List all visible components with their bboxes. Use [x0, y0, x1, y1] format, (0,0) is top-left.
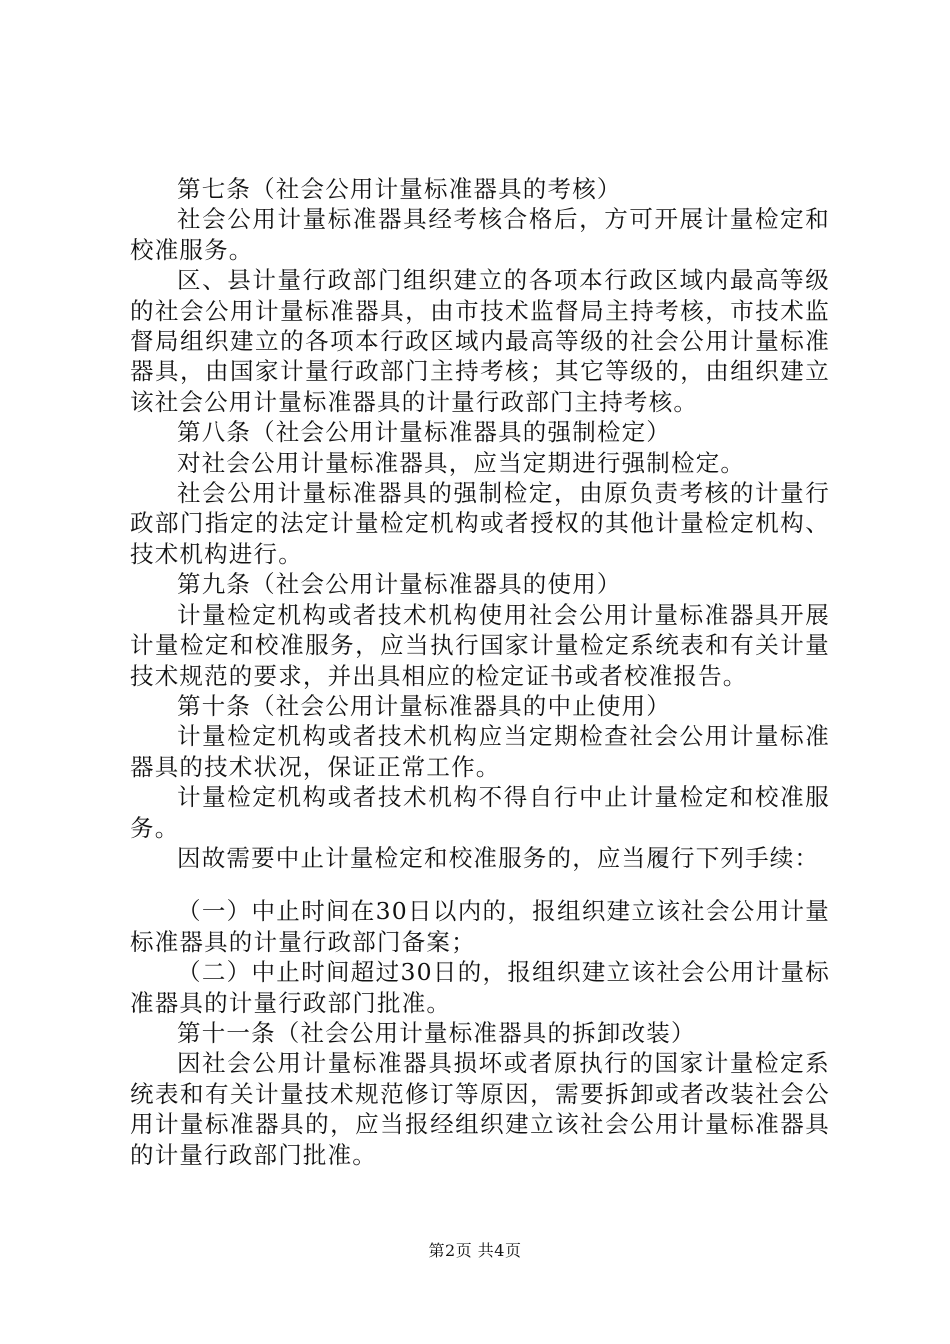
article-10-heading: 第十条（社会公用计量标准器具的中止使用） [177, 691, 671, 720]
article-7-heading: 第七条（社会公用计量标准器具的考核） [177, 175, 622, 203]
page-footer [0, 1241, 950, 1261]
document-body [130, 174, 830, 1170]
paragraph: 因故需要中止计量检定和校准服务的，应当履行下列手续： [177, 843, 820, 872]
paragraph: 对社会公用计量标准器具，应当定期进行强制检定。 [177, 448, 746, 477]
list-item-2: （二）中止时间超过30日的，报组织建立该社会公用计量标准器具的计量行政部门批准。 [130, 958, 830, 1017]
article-11-heading: 第十一条（社会公用计量标准器具的拆卸改装） [177, 1018, 696, 1047]
article-8-heading: 第八条（社会公用计量标准器具的强制检定） [177, 418, 671, 447]
paragraph: 社会公用计量标准器具的强制检定，由原负责考核的计量行政部门指定的法定计量检定机构或者授权的其他计量检定机构、技术机构进行。 [130, 479, 830, 568]
list-item-1: （一）中止时间在30日以内的，报组织建立该社会公用计量标准器具的计量行政部门备案； [130, 897, 830, 956]
paragraph: 计量检定机构或者技术机构应当定期检查社会公用计量标准器具的技术状况，保证正常工作。 [130, 722, 830, 781]
paragraph: 计量检定机构或者技术机构使用社会公用计量标准器具开展计量检定和校准服务，应当执行国家计量检定系统表和有关计量技术规范的要求，并出具相应的检定证书或者校准报告。 [130, 600, 830, 690]
paragraph: 因社会公用计量标准器具损坏或者原执行的国家计量检定系统表和有关计量技术规范修订等原因，需要拆卸或者改装社会公用计量标准器具的，应当报经组织建立该社会公用计量标准器具的计量行政部门批准。 [130, 1049, 830, 1169]
paragraph: 区、县计量行政部门组织建立的各项本行政区域内最高等级的社会公用计量标准器具，由市技术监督局主持考核，市技术监督局组织建立的各项本行政区域内最高等级的社会公用计量标准器具，由国家计量行政部门主持考核；其它等级的，由组织建立该社会公用计量标准器具的计量行政部门主持考核。 [130, 266, 830, 416]
paragraph: 社会公用计量标准器具经考核合格后，方可开展计量检定和校准服务。 [130, 205, 830, 264]
page-number: 第2页 共4页 [428, 1241, 522, 1260]
article-9-heading: 第九条（社会公用计量标准器具的使用） [177, 570, 622, 599]
paragraph: 计量检定机构或者技术机构不得自行中止计量检定和校准服务。 [130, 783, 830, 842]
